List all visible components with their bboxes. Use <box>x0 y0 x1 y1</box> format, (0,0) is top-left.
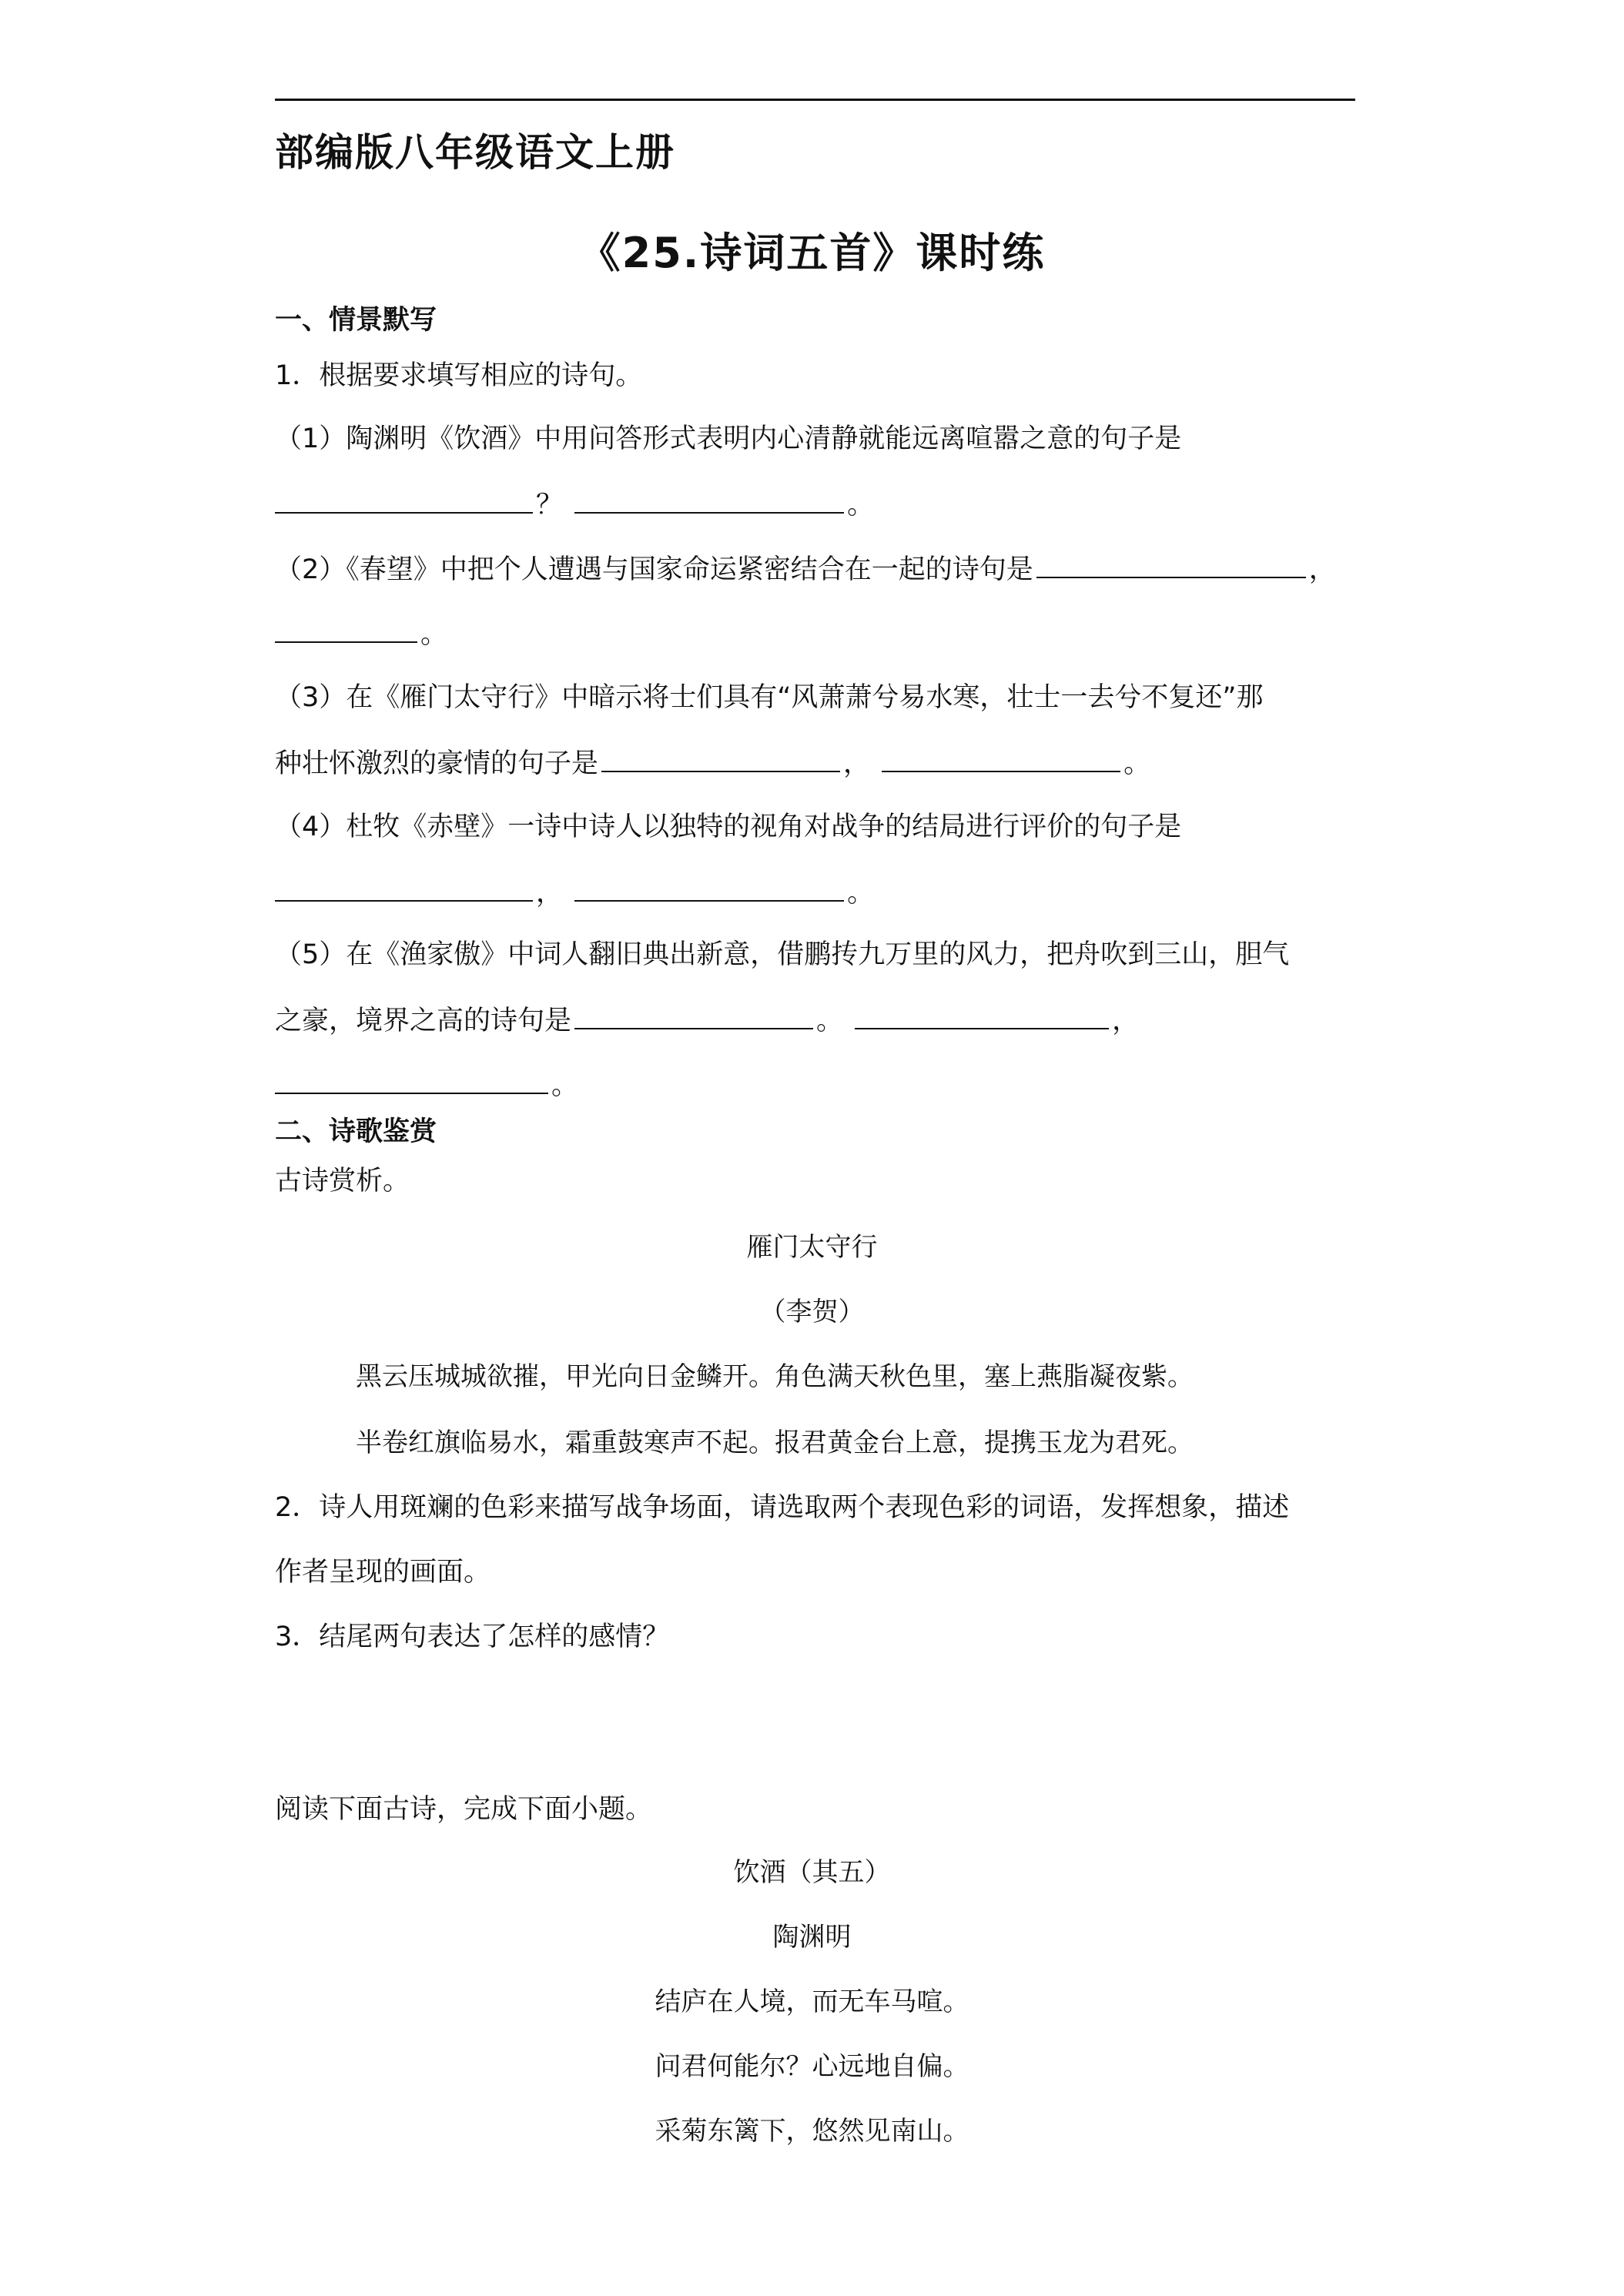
answer-blank[interactable] <box>574 484 844 514</box>
header-rule <box>275 99 1355 101</box>
item-2-line: （2）《春望》中把个人遭遇与国家命运紧密结合在一起的诗句是 ， <box>275 548 1336 587</box>
poem-1-title: 雁门太守行 <box>746 1232 878 1263</box>
answer-blank[interactable] <box>574 1000 813 1029</box>
question-1: 1．根据要求填写相应的诗句。 <box>275 360 643 391</box>
poem-2-author: 陶渊明 <box>772 1922 852 1953</box>
question-3: 3．结尾两句表达了怎样的感情？ <box>275 1622 670 1652</box>
item-5-answer-line-2: 。 <box>275 1064 578 1103</box>
section-heading-1: 一、情景默写 <box>275 305 437 336</box>
item-5-text: （5）在《渔家傲》中词人翻旧典出新意，借鹏抟九万里的风力，把舟吹到三山，胆气 <box>275 939 1290 970</box>
answer-blank[interactable] <box>275 872 533 902</box>
poem-2-title: 饮酒（其五） <box>733 1857 891 1888</box>
item-3-text: （3）在《雁门太守行》中暗示将士们具有“风萧萧兮易水寒，壮士一去兮不复还”那 <box>275 682 1264 713</box>
section-2-intro: 古诗赏析。 <box>275 1166 410 1197</box>
poem-1-author: （李贺） <box>759 1297 865 1327</box>
item-1-text: （1）陶渊明《饮酒》中用问答形式表明内心清静就能远离喧嚣之意的句子是 <box>275 423 1182 454</box>
item-1-answer-line: ？ 。 <box>275 484 874 522</box>
answer-blank[interactable] <box>1036 549 1306 578</box>
reading-intro: 阅读下面古诗，完成下面小题。 <box>275 1794 653 1825</box>
answer-blank[interactable] <box>855 1000 1109 1029</box>
poem-1-line: 黑云压城城欲摧，甲光向日金鳞开。角色满天秋色里，塞上燕脂凝夜紫。 <box>356 1361 1194 1392</box>
item-4-answer-line: ， 。 <box>275 872 874 910</box>
item-3-answer-line: 种壮怀激烈的豪情的句子是 ， 。 <box>275 742 1150 781</box>
page-title: 《25.诗词五首》课时练 <box>578 229 1046 277</box>
section-heading-2: 二、诗歌鉴赏 <box>275 1116 437 1147</box>
item-4-text: （4）杜牧《赤壁》一诗中诗人以独特的视角对战争的结局进行评价的句子是 <box>275 812 1182 842</box>
answer-blank[interactable] <box>275 614 417 643</box>
question-2: 2．诗人用斑斓的色彩来描写战争场面，请选取两个表现色彩的词语，发挥想象，描述 <box>275 1492 1290 1523</box>
answer-blank[interactable] <box>275 1065 548 1094</box>
series-title: 部编版八年级语文上册 <box>275 130 675 175</box>
poem-2-line: 采菊东篱下，悠然见南山。 <box>655 2116 969 2147</box>
answer-blank[interactable] <box>882 743 1120 772</box>
answer-blank[interactable] <box>574 872 844 902</box>
poem-2-line: 问君何能尔？心远地自偏。 <box>655 2051 969 2082</box>
item-2-answer-line: 。 <box>275 613 447 651</box>
poem-2-line: 结庐在人境，而无车马喧。 <box>655 1986 969 2017</box>
item-5-answer-line: 之豪，境界之高的诗句是 。 ， <box>275 999 1139 1038</box>
answer-blank[interactable] <box>275 484 533 514</box>
poem-1-line: 半卷红旗临易水，霜重鼓寒声不起。报君黄金台上意，提携玉龙为君死。 <box>356 1427 1194 1458</box>
question-2-cont: 作者呈现的画面。 <box>275 1557 491 1588</box>
answer-blank[interactable] <box>601 743 840 772</box>
